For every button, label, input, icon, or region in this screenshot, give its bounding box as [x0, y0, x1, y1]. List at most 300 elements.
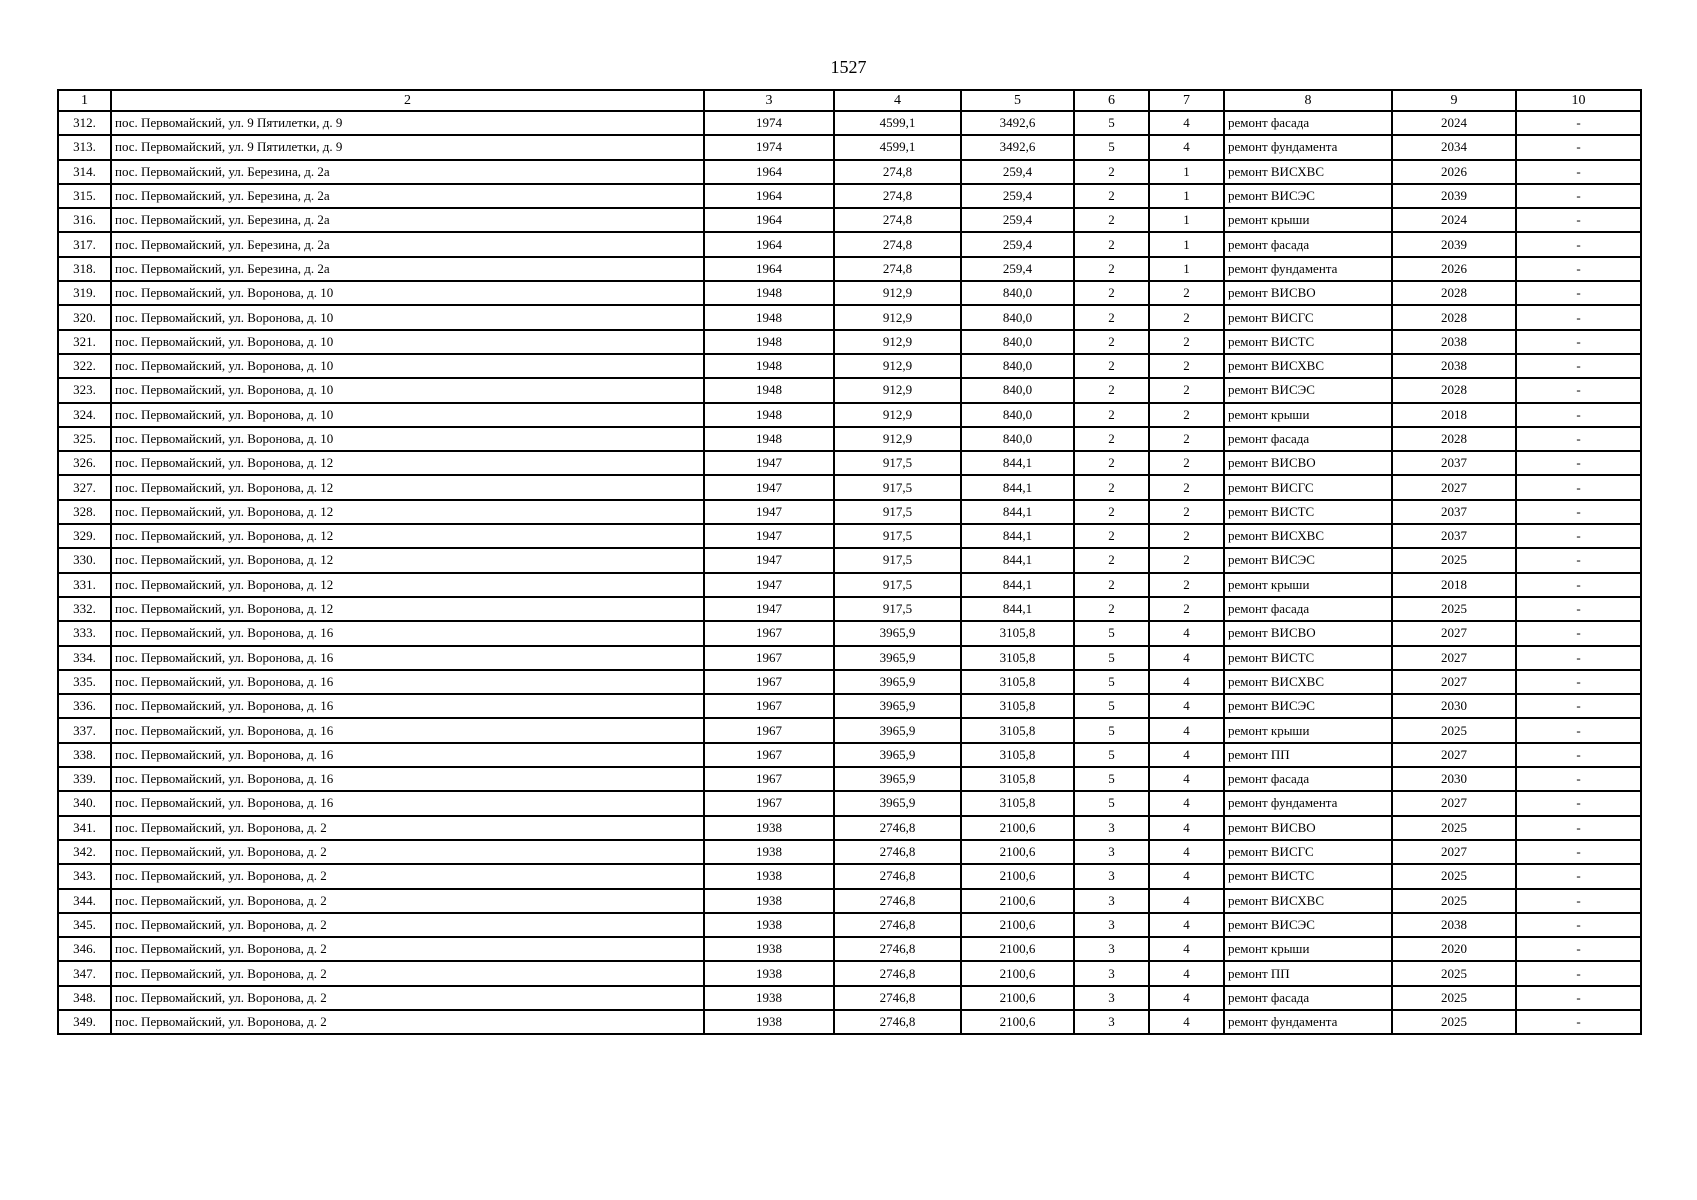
cell-row-number: 317. [58, 232, 111, 256]
cell-total-area: 917,5 [834, 500, 961, 524]
cell-row-number: 328. [58, 500, 111, 524]
table-row [58, 937, 1641, 961]
cell-note: - [1516, 743, 1641, 767]
table-row [58, 548, 1641, 572]
table-row [58, 184, 1641, 208]
cell-work-type: ремонт ВИСВО [1224, 281, 1392, 305]
cell-planned-year: 2037 [1392, 500, 1516, 524]
cell-row-number: 341. [58, 816, 111, 840]
cell-planned-year: 2018 [1392, 573, 1516, 597]
cell-note: - [1516, 840, 1641, 864]
cell-note: - [1516, 257, 1641, 281]
cell-build-year: 1947 [704, 524, 834, 548]
cell-note: - [1516, 767, 1641, 791]
cell-living-area: 840,0 [961, 330, 1074, 354]
cell-note: - [1516, 524, 1641, 548]
cell-entrances: 1 [1149, 208, 1224, 232]
cell-note: - [1516, 111, 1641, 135]
cell-address: пос. Первомайский, ул. Воронова, д. 2 [111, 889, 704, 913]
cell-work-type: ремонт фундамента [1224, 1010, 1392, 1034]
cell-living-area: 844,1 [961, 475, 1074, 499]
cell-note: - [1516, 889, 1641, 913]
cell-work-type: ремонт ВИСЭС [1224, 548, 1392, 572]
cell-note: - [1516, 135, 1641, 159]
cell-living-area: 844,1 [961, 597, 1074, 621]
cell-planned-year: 2026 [1392, 257, 1516, 281]
cell-build-year: 1974 [704, 135, 834, 159]
table-row [58, 913, 1641, 937]
cell-note: - [1516, 281, 1641, 305]
table-row [58, 281, 1641, 305]
cell-address: пос. Первомайский, ул. Воронова, д. 12 [111, 597, 704, 621]
cell-floors: 2 [1074, 548, 1149, 572]
cell-planned-year: 2037 [1392, 451, 1516, 475]
cell-entrances: 1 [1149, 257, 1224, 281]
cell-address: пос. Первомайский, ул. Воронова, д. 16 [111, 694, 704, 718]
cell-living-area: 3492,6 [961, 111, 1074, 135]
cell-floors: 2 [1074, 281, 1149, 305]
cell-build-year: 1974 [704, 111, 834, 135]
cell-row-number: 332. [58, 597, 111, 621]
cell-entrances: 4 [1149, 111, 1224, 135]
cell-row-number: 326. [58, 451, 111, 475]
cell-build-year: 1967 [704, 670, 834, 694]
table-row [58, 451, 1641, 475]
table-row [58, 257, 1641, 281]
cell-floors: 3 [1074, 816, 1149, 840]
cell-note: - [1516, 937, 1641, 961]
cell-note: - [1516, 718, 1641, 742]
table-row [58, 427, 1641, 451]
cell-planned-year: 2025 [1392, 986, 1516, 1010]
cell-address: пос. Первомайский, ул. Воронова, д. 2 [111, 864, 704, 888]
cell-work-type: ремонт ВИСВО [1224, 451, 1392, 475]
cell-living-area: 844,1 [961, 573, 1074, 597]
cell-entrances: 2 [1149, 403, 1224, 427]
table-row [58, 111, 1641, 135]
cell-note: - [1516, 816, 1641, 840]
cell-total-area: 3965,9 [834, 621, 961, 645]
cell-note: - [1516, 573, 1641, 597]
cell-floors: 2 [1074, 330, 1149, 354]
cell-address: пос. Первомайский, ул. Воронова, д. 12 [111, 548, 704, 572]
cell-planned-year: 2026 [1392, 160, 1516, 184]
cell-work-type: ремонт ВИСХВС [1224, 524, 1392, 548]
cell-entrances: 2 [1149, 305, 1224, 329]
cell-floors: 2 [1074, 451, 1149, 475]
table-row [58, 840, 1641, 864]
cell-work-type: ремонт ВИСГС [1224, 305, 1392, 329]
cell-total-area: 912,9 [834, 378, 961, 402]
cell-total-area: 274,8 [834, 184, 961, 208]
table-row [58, 135, 1641, 159]
cell-address: пос. Первомайский, ул. Воронова, д. 16 [111, 767, 704, 791]
cell-work-type: ремонт ПП [1224, 961, 1392, 985]
cell-planned-year: 2039 [1392, 184, 1516, 208]
cell-total-area: 912,9 [834, 354, 961, 378]
cell-build-year: 1947 [704, 548, 834, 572]
table-row [58, 791, 1641, 815]
cell-entrances: 1 [1149, 160, 1224, 184]
cell-planned-year: 2025 [1392, 548, 1516, 572]
cell-note: - [1516, 208, 1641, 232]
cell-floors: 3 [1074, 864, 1149, 888]
cell-planned-year: 2038 [1392, 330, 1516, 354]
cell-address: пос. Первомайский, ул. Воронова, д. 2 [111, 913, 704, 937]
table-row [58, 694, 1641, 718]
cell-floors: 2 [1074, 475, 1149, 499]
cell-floors: 5 [1074, 670, 1149, 694]
cell-build-year: 1967 [704, 694, 834, 718]
cell-work-type: ремонт ВИСТС [1224, 500, 1392, 524]
cell-living-area: 2100,6 [961, 864, 1074, 888]
cell-planned-year: 2027 [1392, 840, 1516, 864]
cell-row-number: 327. [58, 475, 111, 499]
cell-address: пос. Первомайский, ул. Воронова, д. 12 [111, 451, 704, 475]
column-header-entrances: 7 [1149, 90, 1224, 111]
cell-living-area: 259,4 [961, 184, 1074, 208]
cell-row-number: 348. [58, 986, 111, 1010]
cell-note: - [1516, 621, 1641, 645]
cell-note: - [1516, 670, 1641, 694]
cell-note: - [1516, 475, 1641, 499]
cell-entrances: 4 [1149, 743, 1224, 767]
table-row [58, 160, 1641, 184]
cell-work-type: ремонт фундамента [1224, 257, 1392, 281]
cell-entrances: 2 [1149, 475, 1224, 499]
cell-row-number: 320. [58, 305, 111, 329]
cell-entrances: 4 [1149, 840, 1224, 864]
column-header-build-year: 3 [704, 90, 834, 111]
cell-planned-year: 2027 [1392, 791, 1516, 815]
cell-total-area: 274,8 [834, 160, 961, 184]
cell-build-year: 1967 [704, 767, 834, 791]
cell-work-type: ремонт ВИСВО [1224, 621, 1392, 645]
cell-address: пос. Первомайский, ул. Березина, д. 2а [111, 208, 704, 232]
cell-entrances: 4 [1149, 816, 1224, 840]
cell-planned-year: 2024 [1392, 208, 1516, 232]
cell-planned-year: 2030 [1392, 694, 1516, 718]
cell-floors: 3 [1074, 889, 1149, 913]
cell-row-number: 333. [58, 621, 111, 645]
cell-living-area: 3105,8 [961, 791, 1074, 815]
cell-build-year: 1947 [704, 500, 834, 524]
table-row [58, 986, 1641, 1010]
cell-floors: 2 [1074, 427, 1149, 451]
cell-entrances: 4 [1149, 961, 1224, 985]
cell-work-type: ремонт крыши [1224, 718, 1392, 742]
cell-address: пос. Первомайский, ул. Воронова, д. 16 [111, 718, 704, 742]
cell-living-area: 2100,6 [961, 1010, 1074, 1034]
cell-build-year: 1938 [704, 937, 834, 961]
cell-entrances: 2 [1149, 330, 1224, 354]
cell-build-year: 1948 [704, 427, 834, 451]
page-number: 1527 [830, 57, 867, 77]
table-row [58, 475, 1641, 499]
cell-row-number: 349. [58, 1010, 111, 1034]
cell-living-area: 840,0 [961, 281, 1074, 305]
cell-build-year: 1964 [704, 184, 834, 208]
cell-total-area: 912,9 [834, 330, 961, 354]
cell-address: пос. Первомайский, ул. Воронова, д. 2 [111, 961, 704, 985]
cell-build-year: 1948 [704, 305, 834, 329]
cell-row-number: 325. [58, 427, 111, 451]
cell-row-number: 331. [58, 573, 111, 597]
cell-living-area: 2100,6 [961, 816, 1074, 840]
cell-entrances: 2 [1149, 354, 1224, 378]
cell-floors: 2 [1074, 208, 1149, 232]
cell-entrances: 2 [1149, 281, 1224, 305]
cell-address: пос. Первомайский, ул. Воронова, д. 16 [111, 743, 704, 767]
cell-total-area: 2746,8 [834, 816, 961, 840]
cell-planned-year: 2025 [1392, 816, 1516, 840]
table-row [58, 378, 1641, 402]
cell-build-year: 1967 [704, 791, 834, 815]
cell-total-area: 912,9 [834, 427, 961, 451]
cell-entrances: 2 [1149, 548, 1224, 572]
cell-build-year: 1938 [704, 913, 834, 937]
cell-entrances: 2 [1149, 451, 1224, 475]
cell-note: - [1516, 694, 1641, 718]
cell-living-area: 259,4 [961, 257, 1074, 281]
cell-planned-year: 2020 [1392, 937, 1516, 961]
repair-schedule-table [57, 89, 1642, 1035]
table-row [58, 232, 1641, 256]
cell-total-area: 2746,8 [834, 840, 961, 864]
cell-address: пос. Первомайский, ул. Березина, д. 2а [111, 184, 704, 208]
table-row [58, 621, 1641, 645]
cell-note: - [1516, 330, 1641, 354]
cell-work-type: ремонт фасада [1224, 111, 1392, 135]
cell-work-type: ремонт фундамента [1224, 791, 1392, 815]
cell-living-area: 2100,6 [961, 986, 1074, 1010]
cell-work-type: ремонт ВИСЭС [1224, 378, 1392, 402]
cell-row-number: 336. [58, 694, 111, 718]
cell-planned-year: 2039 [1392, 232, 1516, 256]
cell-work-type: ремонт ПП [1224, 743, 1392, 767]
cell-total-area: 3965,9 [834, 767, 961, 791]
cell-planned-year: 2028 [1392, 427, 1516, 451]
table-row [58, 767, 1641, 791]
cell-work-type: ремонт крыши [1224, 937, 1392, 961]
cell-total-area: 274,8 [834, 208, 961, 232]
column-header-living-area: 5 [961, 90, 1074, 111]
cell-living-area: 840,0 [961, 427, 1074, 451]
cell-work-type: ремонт фасада [1224, 986, 1392, 1010]
cell-note: - [1516, 451, 1641, 475]
table-row [58, 646, 1641, 670]
cell-floors: 3 [1074, 840, 1149, 864]
cell-total-area: 2746,8 [834, 864, 961, 888]
cell-address: пос. Первомайский, ул. Воронова, д. 16 [111, 791, 704, 815]
cell-note: - [1516, 500, 1641, 524]
cell-planned-year: 2025 [1392, 597, 1516, 621]
cell-total-area: 4599,1 [834, 111, 961, 135]
column-header-address: 2 [111, 90, 704, 111]
cell-floors: 2 [1074, 597, 1149, 621]
cell-note: - [1516, 913, 1641, 937]
cell-floors: 5 [1074, 767, 1149, 791]
cell-work-type: ремонт ВИСТС [1224, 864, 1392, 888]
cell-build-year: 1967 [704, 718, 834, 742]
cell-entrances: 4 [1149, 718, 1224, 742]
cell-work-type: ремонт ВИСТС [1224, 330, 1392, 354]
cell-living-area: 3105,8 [961, 621, 1074, 645]
cell-note: - [1516, 378, 1641, 402]
cell-work-type: ремонт ВИСЭС [1224, 184, 1392, 208]
cell-total-area: 3965,9 [834, 670, 961, 694]
cell-build-year: 1938 [704, 816, 834, 840]
table-row [58, 961, 1641, 985]
cell-work-type: ремонт фасада [1224, 597, 1392, 621]
cell-entrances: 4 [1149, 913, 1224, 937]
cell-total-area: 2746,8 [834, 986, 961, 1010]
column-header-planned-year: 9 [1392, 90, 1516, 111]
cell-total-area: 274,8 [834, 257, 961, 281]
cell-floors: 3 [1074, 913, 1149, 937]
cell-planned-year: 2024 [1392, 111, 1516, 135]
cell-address: пос. Первомайский, ул. Воронова, д. 2 [111, 1010, 704, 1034]
cell-entrances: 2 [1149, 427, 1224, 451]
cell-work-type: ремонт ВИСЭС [1224, 694, 1392, 718]
cell-address: пос. Первомайский, ул. Воронова, д. 10 [111, 281, 704, 305]
cell-total-area: 912,9 [834, 305, 961, 329]
cell-total-area: 912,9 [834, 281, 961, 305]
table-row [58, 403, 1641, 427]
cell-total-area: 917,5 [834, 548, 961, 572]
cell-work-type: ремонт ВИСХВС [1224, 354, 1392, 378]
cell-floors: 2 [1074, 500, 1149, 524]
cell-note: - [1516, 427, 1641, 451]
cell-note: - [1516, 305, 1641, 329]
cell-address: пос. Первомайский, ул. Воронова, д. 2 [111, 937, 704, 961]
cell-row-number: 323. [58, 378, 111, 402]
cell-living-area: 2100,6 [961, 889, 1074, 913]
cell-total-area: 2746,8 [834, 889, 961, 913]
table-row [58, 597, 1641, 621]
cell-living-area: 840,0 [961, 378, 1074, 402]
column-header-work-type: 8 [1224, 90, 1392, 111]
cell-entrances: 4 [1149, 864, 1224, 888]
cell-floors: 2 [1074, 184, 1149, 208]
cell-work-type: ремонт ВИСЭС [1224, 913, 1392, 937]
cell-row-number: 339. [58, 767, 111, 791]
cell-entrances: 2 [1149, 378, 1224, 402]
cell-address: пос. Первомайский, ул. Воронова, д. 16 [111, 646, 704, 670]
cell-row-number: 330. [58, 548, 111, 572]
cell-entrances: 4 [1149, 889, 1224, 913]
cell-row-number: 342. [58, 840, 111, 864]
cell-address: пос. Первомайский, ул. Воронова, д. 10 [111, 378, 704, 402]
cell-work-type: ремонт крыши [1224, 573, 1392, 597]
cell-total-area: 917,5 [834, 597, 961, 621]
cell-build-year: 1964 [704, 208, 834, 232]
cell-floors: 2 [1074, 160, 1149, 184]
cell-planned-year: 2038 [1392, 354, 1516, 378]
cell-work-type: ремонт крыши [1224, 208, 1392, 232]
cell-build-year: 1938 [704, 840, 834, 864]
cell-total-area: 917,5 [834, 573, 961, 597]
table-row [58, 718, 1641, 742]
cell-row-number: 313. [58, 135, 111, 159]
cell-row-number: 329. [58, 524, 111, 548]
cell-row-number: 343. [58, 864, 111, 888]
cell-note: - [1516, 160, 1641, 184]
cell-build-year: 1947 [704, 475, 834, 499]
cell-address: пос. Первомайский, ул. Воронова, д. 12 [111, 475, 704, 499]
cell-entrances: 4 [1149, 986, 1224, 1010]
cell-planned-year: 2028 [1392, 378, 1516, 402]
cell-living-area: 840,0 [961, 354, 1074, 378]
cell-row-number: 314. [58, 160, 111, 184]
cell-planned-year: 2025 [1392, 718, 1516, 742]
cell-total-area: 3965,9 [834, 791, 961, 815]
cell-living-area: 259,4 [961, 160, 1074, 184]
cell-note: - [1516, 1010, 1641, 1034]
cell-address: пос. Первомайский, ул. Воронова, д. 10 [111, 305, 704, 329]
cell-entrances: 4 [1149, 646, 1224, 670]
cell-total-area: 917,5 [834, 475, 961, 499]
cell-entrances: 4 [1149, 694, 1224, 718]
cell-note: - [1516, 864, 1641, 888]
cell-row-number: 322. [58, 354, 111, 378]
cell-row-number: 346. [58, 937, 111, 961]
cell-entrances: 1 [1149, 184, 1224, 208]
cell-planned-year: 2028 [1392, 281, 1516, 305]
cell-living-area: 3105,8 [961, 694, 1074, 718]
cell-entrances: 4 [1149, 1010, 1224, 1034]
table-row [58, 816, 1641, 840]
cell-total-area: 3965,9 [834, 743, 961, 767]
cell-build-year: 1964 [704, 160, 834, 184]
cell-build-year: 1948 [704, 354, 834, 378]
cell-work-type: ремонт фасада [1224, 767, 1392, 791]
table-row [58, 573, 1641, 597]
cell-entrances: 2 [1149, 573, 1224, 597]
cell-work-type: ремонт ВИСГС [1224, 840, 1392, 864]
column-header-total-area: 4 [834, 90, 961, 111]
cell-living-area: 3105,8 [961, 646, 1074, 670]
cell-floors: 5 [1074, 135, 1149, 159]
cell-build-year: 1948 [704, 330, 834, 354]
table-row [58, 670, 1641, 694]
cell-work-type: ремонт ВИСВО [1224, 816, 1392, 840]
cell-planned-year: 2034 [1392, 135, 1516, 159]
cell-total-area: 2746,8 [834, 1010, 961, 1034]
cell-planned-year: 2027 [1392, 475, 1516, 499]
cell-address: пос. Первомайский, ул. Воронова, д. 16 [111, 621, 704, 645]
cell-address: пос. Первомайский, ул. Воронова, д. 12 [111, 500, 704, 524]
cell-build-year: 1938 [704, 961, 834, 985]
cell-floors: 5 [1074, 694, 1149, 718]
cell-floors: 2 [1074, 573, 1149, 597]
column-header-note: 10 [1516, 90, 1641, 111]
cell-living-area: 3105,8 [961, 743, 1074, 767]
cell-entrances: 4 [1149, 937, 1224, 961]
cell-floors: 5 [1074, 646, 1149, 670]
table-header [58, 90, 1641, 111]
cell-build-year: 1964 [704, 257, 834, 281]
cell-build-year: 1964 [704, 232, 834, 256]
cell-address: пос. Первомайский, ул. Воронова, д. 2 [111, 986, 704, 1010]
column-header-row-number: 1 [58, 90, 111, 111]
cell-note: - [1516, 791, 1641, 815]
cell-address: пос. Первомайский, ул. 9 Пятилетки, д. 9 [111, 111, 704, 135]
cell-build-year: 1947 [704, 597, 834, 621]
cell-build-year: 1938 [704, 986, 834, 1010]
cell-entrances: 4 [1149, 791, 1224, 815]
cell-total-area: 2746,8 [834, 961, 961, 985]
